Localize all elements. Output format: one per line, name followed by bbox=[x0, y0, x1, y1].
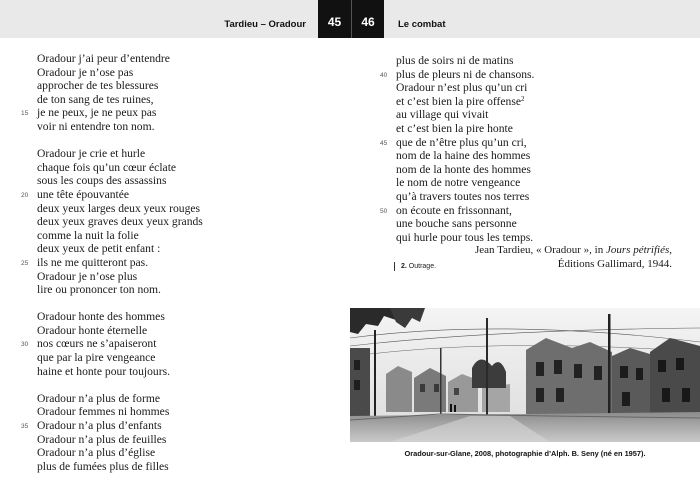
running-title-left: Tardieu – Oradour bbox=[224, 19, 306, 30]
poem-line bbox=[37, 324, 203, 338]
poem-line-text: plus de soirs ni de matins bbox=[396, 54, 514, 67]
photo-caption: Oradour-sur-Glane, 2008, photographie d’Alph. B. Seny (né en 1957). bbox=[404, 449, 646, 458]
poem-line bbox=[396, 95, 534, 109]
poem-line bbox=[380, 135, 534, 150]
poem-line bbox=[396, 81, 534, 95]
poem-line-text: qui hurle pour tous les temps. bbox=[396, 230, 534, 244]
poem-line-text: une tête épouvantée bbox=[37, 187, 130, 201]
poem-line-text: de ton sang de tes ruines, bbox=[37, 92, 154, 106]
line-number: 15 bbox=[21, 110, 29, 118]
poem-line bbox=[37, 310, 203, 324]
poem-line bbox=[37, 215, 203, 229]
footnote-text: Outrage. bbox=[408, 263, 437, 270]
poem-line-text: le nom de notre vengeance bbox=[396, 176, 521, 190]
poem-line-text: Oradour n’a plus d’église bbox=[37, 446, 156, 460]
poem-line-text: haine et honte pour toujours. bbox=[37, 364, 170, 378]
poem-line-text: sous les coups des assassins bbox=[37, 174, 167, 188]
line-number: 40 bbox=[380, 71, 388, 79]
poem-line-text: nom de la haine des hommes bbox=[396, 149, 531, 163]
poem-line bbox=[37, 392, 203, 406]
line-number: 25 bbox=[21, 259, 29, 267]
poem-line-text: deux yeux larges deux yeux rouges bbox=[37, 201, 201, 215]
poem-line-text: Oradour honte des hommes bbox=[37, 310, 165, 324]
poem-line bbox=[380, 67, 535, 82]
poem-line bbox=[396, 54, 534, 68]
poem-line-text: une bouche sans personne bbox=[396, 217, 517, 231]
poem-line-text: je ne peux, je ne peux pas bbox=[37, 106, 157, 120]
poem-line bbox=[21, 187, 203, 202]
poem-line-text: on écoute en frissonnant, bbox=[396, 203, 512, 217]
poem-line bbox=[37, 365, 203, 379]
poem-line-text: lire ou prononcer ton nom. bbox=[37, 283, 161, 297]
line-number: 45 bbox=[380, 139, 388, 147]
stanza-break bbox=[37, 378, 203, 392]
footnote bbox=[394, 262, 436, 271]
stanza-break bbox=[37, 297, 203, 311]
book-title: Jours pétrifiés bbox=[606, 244, 670, 256]
line-number: 20 bbox=[21, 191, 29, 199]
poem-line bbox=[396, 190, 534, 204]
poem-line bbox=[37, 242, 203, 256]
poem-line-text: deux yeux graves deux yeux grands bbox=[37, 215, 203, 229]
poem-line-text: et c’est bien la pire honte bbox=[396, 121, 513, 135]
poem-line bbox=[37, 161, 203, 175]
poem-line-text: Oradour n’a plus d’enfants bbox=[37, 419, 162, 433]
page-number-right: 46 bbox=[351, 0, 384, 38]
poem-line bbox=[37, 202, 203, 216]
poem-line-text: Oradour n’est plus qu’un cri bbox=[396, 81, 528, 95]
poem-line-text: plus de pleurs ni de chansons. bbox=[396, 67, 535, 81]
poem-line-text: au village qui vivait bbox=[396, 108, 489, 122]
poem-line bbox=[396, 108, 534, 122]
poem-credit-author: Jean Tardieu, « Oradour », in Jours pétrifiés, bbox=[475, 244, 672, 256]
running-title-right: Le combat bbox=[398, 19, 446, 30]
poem-line bbox=[396, 217, 534, 231]
poem-line-text: Oradour honte éternelle bbox=[37, 323, 148, 337]
poem-line-text: comme la nuit la folie bbox=[37, 228, 139, 242]
poem-line bbox=[37, 446, 203, 460]
poem-line bbox=[21, 419, 203, 433]
line-number: 35 bbox=[21, 423, 29, 431]
poem-line bbox=[37, 174, 203, 188]
poem-line bbox=[21, 106, 203, 120]
poem-line bbox=[37, 351, 203, 365]
poem-line bbox=[37, 52, 203, 66]
poem-right-column bbox=[380, 54, 535, 244]
line-number: 50 bbox=[380, 207, 388, 215]
poem-line-text: que de n’être plus qu’un cri, bbox=[396, 135, 527, 149]
poem-line bbox=[21, 255, 203, 270]
poem-line-text: Oradour je n’ose pas bbox=[37, 65, 134, 79]
line-number: 30 bbox=[21, 341, 29, 349]
poem-line bbox=[380, 203, 534, 218]
poem-line bbox=[37, 120, 203, 134]
poem-line-text: que par la pire vengeance bbox=[37, 351, 156, 365]
poem-line-text: et c’est bien la pire offense bbox=[396, 94, 522, 108]
poem-line bbox=[37, 79, 203, 93]
poem-line-text: nom de la honte des hommes bbox=[396, 162, 531, 176]
poem-line bbox=[37, 405, 203, 419]
poem-line-text: Oradour n’a plus de feuilles bbox=[37, 432, 167, 446]
poem-line bbox=[37, 460, 203, 474]
oradour-ruins-photo bbox=[350, 308, 700, 442]
poem-line-text: approcher de tes blessures bbox=[37, 79, 159, 93]
poem-line-text: ils ne me quitteront pas. bbox=[37, 255, 149, 269]
poem-line bbox=[37, 283, 203, 297]
poem-line bbox=[37, 270, 203, 284]
poem-line-text: nos cœurs ne s’apaiseront bbox=[37, 337, 157, 351]
poem-line bbox=[37, 147, 203, 161]
poem-line-text: Oradour j’ai peur d’entendre bbox=[37, 52, 170, 65]
poem-line-text: Oradour je crie et hurle bbox=[37, 147, 146, 161]
poem-line-text: voir ni entendre ton nom. bbox=[37, 119, 155, 133]
poem-line bbox=[396, 122, 534, 136]
poem-line bbox=[37, 433, 203, 447]
page-number-left: 45 bbox=[318, 0, 351, 38]
poem-line-text: qu’à travers toutes nos terres bbox=[396, 189, 530, 203]
header-band-right bbox=[384, 0, 700, 38]
poem-line-text: Oradour femmes ni hommes bbox=[37, 405, 170, 419]
poem-credit-publisher: Éditions Gallimard, 1944. bbox=[557, 258, 672, 270]
poem-line bbox=[396, 163, 534, 177]
poem-line bbox=[396, 176, 534, 190]
poem-line bbox=[37, 66, 203, 80]
poem-line bbox=[37, 93, 203, 107]
poem-line-text: chaque fois qu’un cœur éclate bbox=[37, 160, 177, 174]
poem-line-text: plus de fumées plus de filles bbox=[37, 459, 169, 473]
poem-line bbox=[21, 337, 203, 351]
footnote-number: 2. bbox=[401, 263, 407, 270]
stanza-break bbox=[37, 134, 203, 148]
poem-line-text: deux yeux de petit enfant : bbox=[37, 242, 161, 256]
poem-left-column bbox=[21, 52, 203, 473]
poem-line-text: Oradour je n’ose plus bbox=[37, 269, 138, 283]
header-band-left bbox=[0, 0, 318, 38]
poem-line bbox=[37, 229, 203, 243]
footnote-ref: 2 bbox=[521, 94, 525, 103]
poem-line-text: Oradour n’a plus de forme bbox=[37, 391, 160, 405]
poem-line bbox=[396, 149, 534, 163]
